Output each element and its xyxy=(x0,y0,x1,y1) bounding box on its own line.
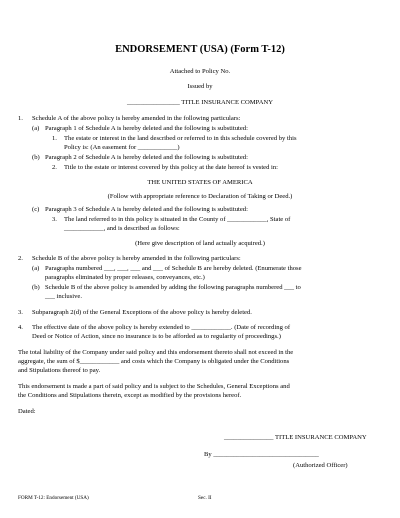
section-2b-line-2: ___ inclusive. xyxy=(45,293,82,300)
section-1b-label: (b) xyxy=(32,154,40,161)
section-1c-label: (c) xyxy=(32,206,40,213)
issued-by: Issued by xyxy=(187,83,213,90)
liability-line-1: The total liability of the Company under said policy and this endorsement thereto shall not exceed in the xyxy=(18,349,294,356)
section-1-number: 1. xyxy=(18,115,23,122)
endorsement-part-line-2: the Conditions and Stipulations therein, except as modified by the provisions hereof. xyxy=(18,392,242,399)
section-2-text: Schedule B of the above policy is hereby amended in the following particulars: xyxy=(32,255,241,262)
section-2b-label: (b) xyxy=(32,284,40,291)
section-1a-item-1-number: 1. xyxy=(52,135,57,142)
liability-line-2: aggregate, the sum of $____________ and costs which the Company is obligated under the Conditions xyxy=(18,358,290,365)
section-2a-line-1: Paragraphs numbered ___, ___, ___ and ___ of Schedule B are hereby deleted. (Enumerate those xyxy=(45,265,302,272)
section-2-number: 2. xyxy=(18,255,23,262)
footer-section: Sec. II xyxy=(198,495,212,501)
section-4-number: 4. xyxy=(18,324,23,331)
united-states-of-america: THE UNITED STATES OF AMERICA xyxy=(147,179,253,186)
section-1c-text: Paragraph 3 of Schedule A is hereby deleted and the following is substituted: xyxy=(45,206,248,213)
liability-line-3: and Stipulations thereof to pay. xyxy=(18,367,101,374)
issuer-company-line: ________________ TITLE INSURANCE COMPANY xyxy=(127,99,273,106)
section-1a-item-1-line-1: The estate or interest in the land described or referred to in this schedule covered by this xyxy=(64,135,297,142)
signature-by-line: By ________________________________ xyxy=(204,451,319,458)
section-2b-line-1: Schedule B of the above policy is amended by adding the following paragraphs numbered ___ to xyxy=(45,284,301,291)
section-1b-item-2-text: Title to the estate or interest covered by this policy at the date hereof is vested in: xyxy=(64,164,278,171)
signature-company-line: _______________ TITLE INSURANCE COMPANY xyxy=(224,434,367,441)
section-2a-label: (a) xyxy=(32,265,40,272)
section-1b-text: Paragraph 2 of Schedule A is hereby deleted and the following is substituted: xyxy=(45,154,248,161)
section-1a-label: (a) xyxy=(32,125,40,132)
section-1b-item-2-number: 2. xyxy=(52,164,57,171)
land-description-note: (Here give description of land actually acquired.) xyxy=(135,240,265,247)
section-4-line-2: Deed or Notice of Action, since no insurance is to be afforded as to regularity of proceedings.) xyxy=(32,333,281,340)
section-3-text: Subparagraph 2(d) of the General Exceptions of the above policy is hereby deleted. xyxy=(32,309,252,316)
authorized-officer-label: (Authorized Officer) xyxy=(293,462,348,469)
section-1c-item-3-number: 3. xyxy=(52,216,57,223)
section-1a-item-1-line-2: Policy is: (An easement for ____________) xyxy=(64,144,180,151)
section-1a-text: Paragraph 1 of Schedule A is hereby deleted and the following is substituted: xyxy=(45,125,248,132)
declaration-note: (Follow with appropriate reference to Declaration of Taking or Deed.) xyxy=(107,193,293,200)
section-4-line-1: The effective date of the above policy is hereby extended to ____________. (Date of recording of xyxy=(32,324,291,331)
section-1-text: Schedule A of the above policy is hereby amended in the following particulars: xyxy=(32,115,241,122)
attached-to-policy: Attached to Policy No. xyxy=(169,68,231,75)
section-2a-line-2: paragraphs eliminated by proper releases, conveyances, etc.) xyxy=(45,274,205,281)
endorsement-part-line-1: This endorsement is made a part of said policy and is subject to the Schedules, General Exceptions and xyxy=(18,383,290,390)
section-1c-item-3-line-1: The land referred to in this policy is situated in the County of ____________, State of xyxy=(64,216,291,223)
document-title: ENDORSEMENT (USA) (Form T-12) xyxy=(115,44,285,55)
footer-form-name: FORM T-12: Endorsement (USA) xyxy=(18,495,89,501)
section-3-number: 3. xyxy=(18,309,23,316)
dated-label: Dated: xyxy=(18,408,36,415)
section-1c-item-3-line-2: ____________, and is described as follows: xyxy=(64,225,180,232)
